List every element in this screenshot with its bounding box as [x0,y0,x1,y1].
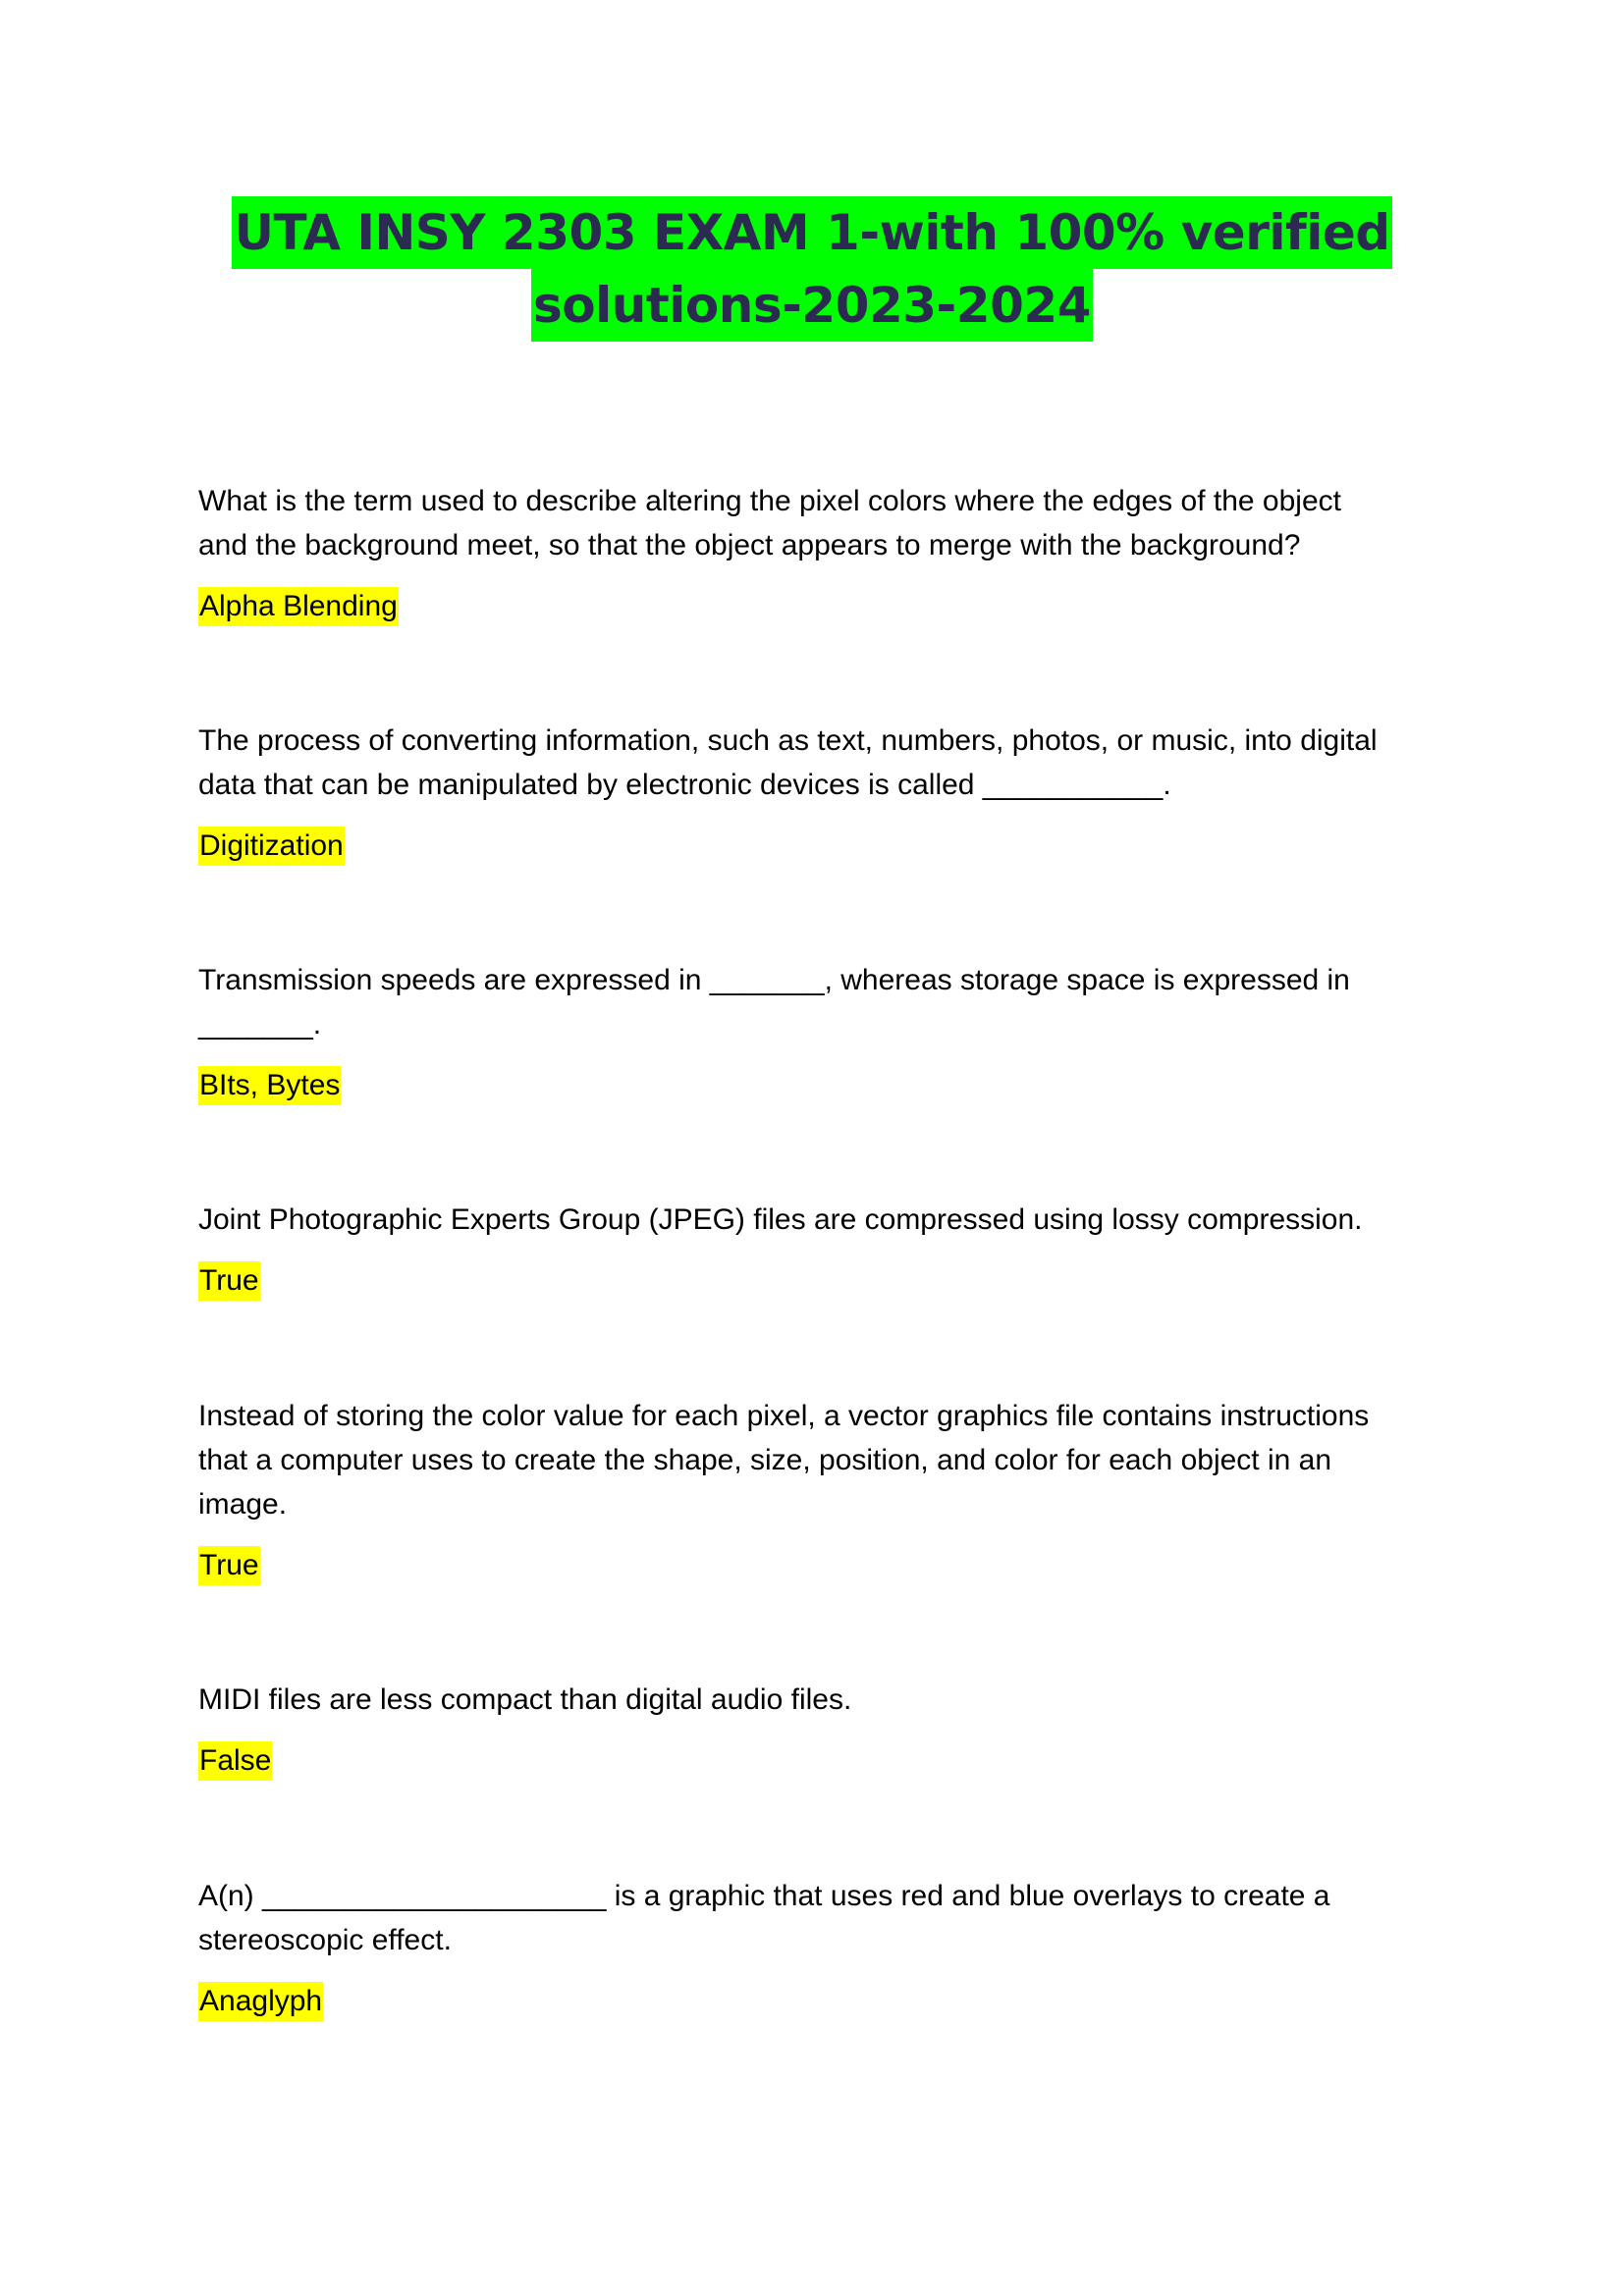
qa-item [198,719,1437,866]
answer-highlight: True [198,1546,260,1585]
qa-item [198,1874,1437,2021]
answer-highlight: Alpha Blending [198,587,399,626]
qa-item [198,1198,1437,1301]
question-text: The process of converting information, such as text, numbers, photos, or music, into digital data that can be manipulated by electronic devices is called ___________. [198,724,1378,801]
answer-highlight: BIts, Bytes [198,1066,341,1105]
qa-item [198,479,1437,626]
answer-highlight: True [198,1261,260,1301]
answer-highlight: Anaglyph [198,1982,323,2021]
qa-item [198,1678,1437,1781]
question-text: What is the term used to describe altering the pixel colors where the edges of the object and the background meet, so that the object appears to merge with the background? [198,485,1341,561]
question-text: Transmission speeds are expressed in _______, whereas storage space is expressed in _______. [198,964,1350,1041]
question-text: Joint Photographic Experts Group (JPEG) files are compressed using lossy compression. [198,1203,1363,1236]
qa-item [198,958,1437,1105]
answer-highlight: False [198,1741,272,1781]
question-text: A(n) _____________________ is a graphic that uses red and blue overlays to create a stereoscopic effect. [198,1880,1330,1956]
question-text: Instead of storing the color value for each pixel, a vector graphics file contains instructions that a computer uses to create the shape, size, position, and color for each object in an image. [198,1400,1370,1521]
question-text: MIDI files are less compact than digital audio files. [198,1683,852,1716]
title-line-1: UTA INSY 2303 EXAM 1-with 100% verified [232,196,1391,269]
answer-highlight: Digitization [198,827,345,866]
title-line-2: solutions-2023-2024 [531,269,1093,342]
qa-item [198,1394,1437,1585]
document-title [0,196,1624,342]
